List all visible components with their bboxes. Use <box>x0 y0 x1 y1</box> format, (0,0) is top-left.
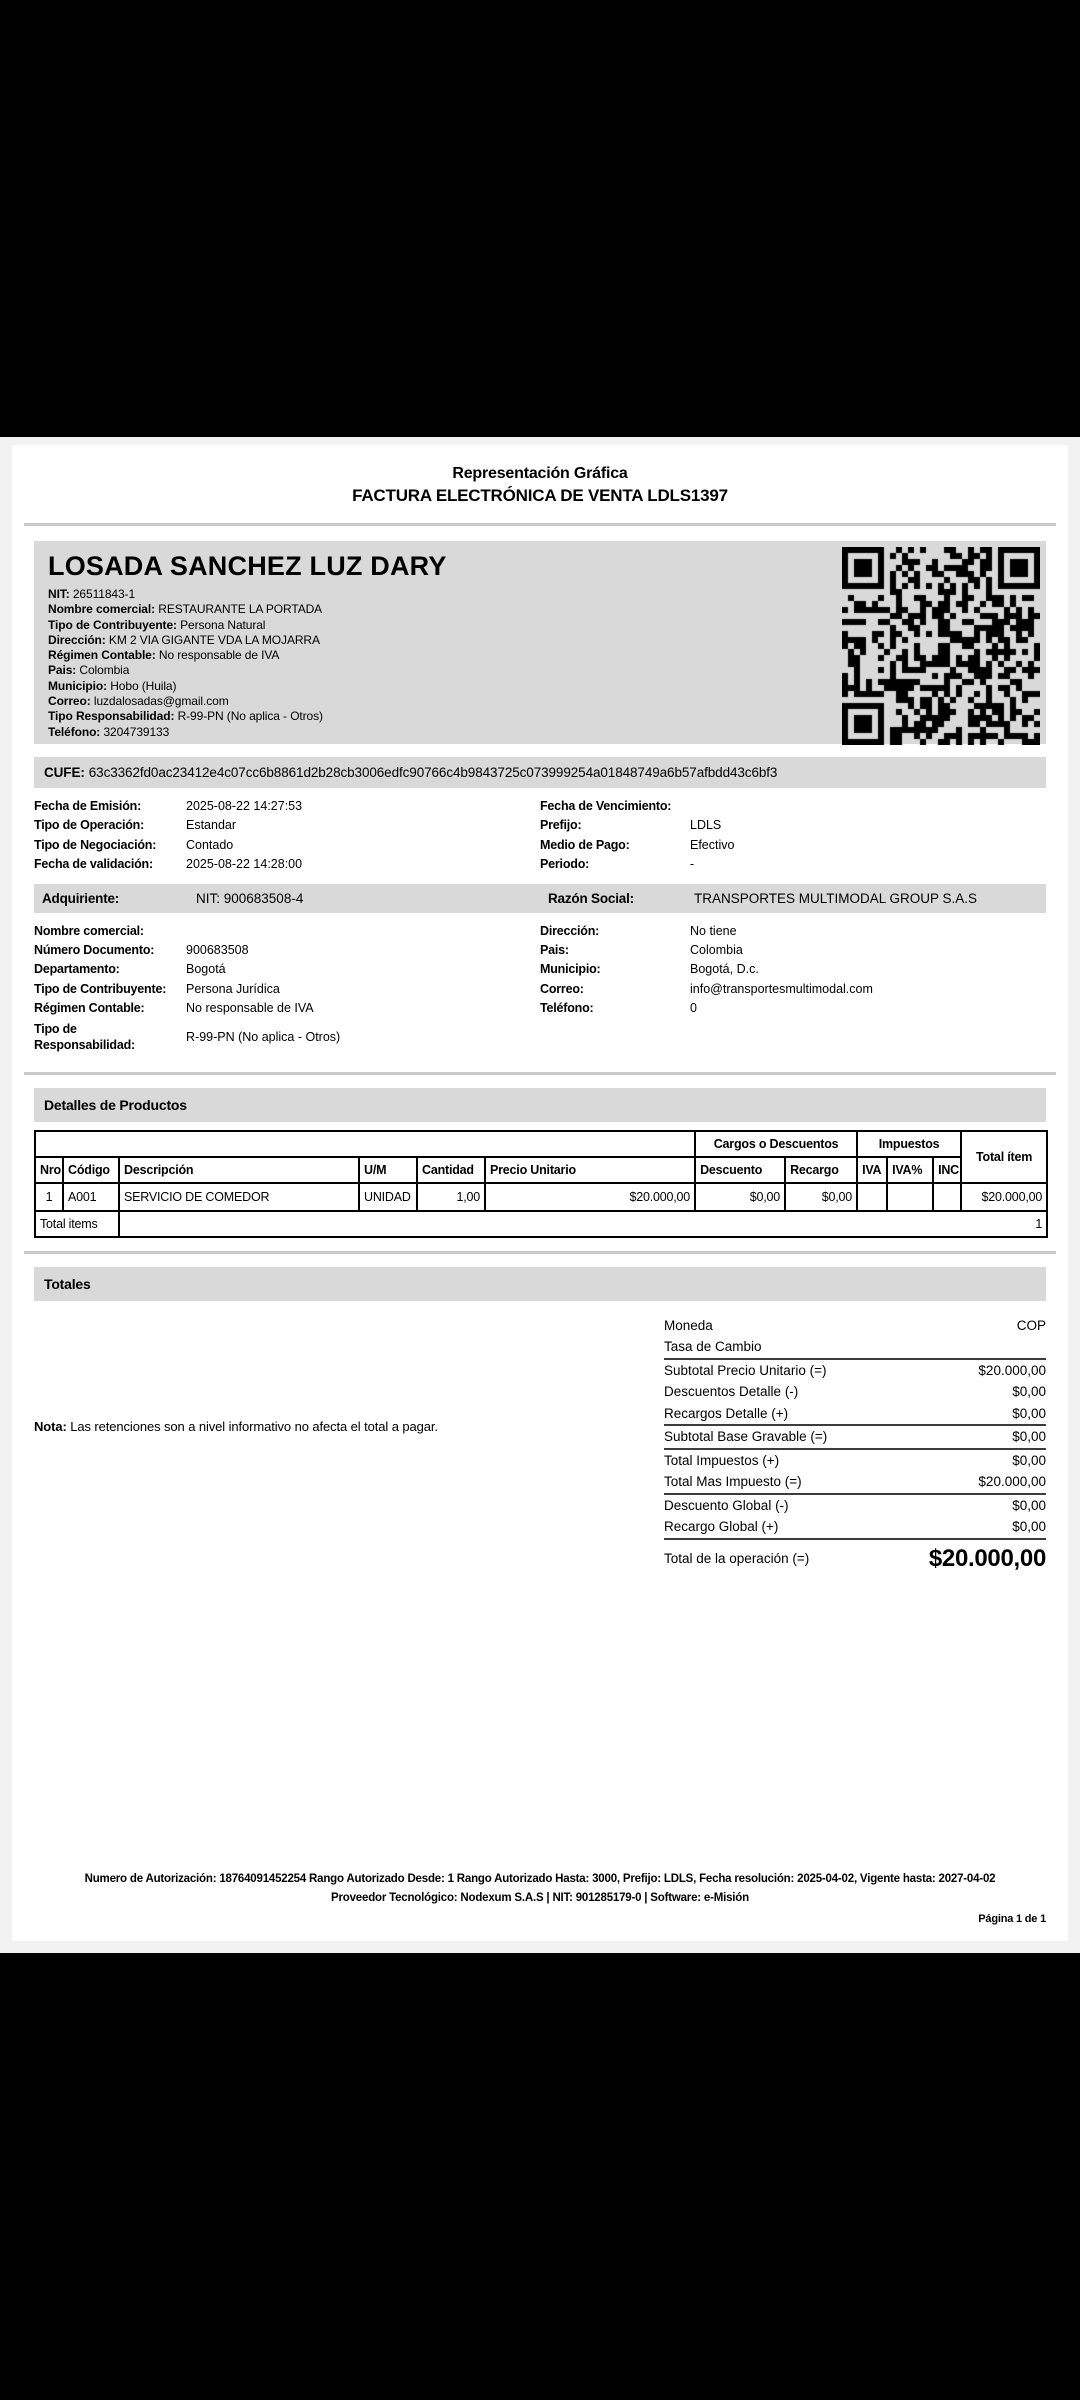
seller-panel <box>34 541 1046 744</box>
seller-field: Dirección: KM 2 VIA GIGANTE VDA LA MOJARRA <box>48 632 320 647</box>
seller-field: Correo: luzdalosadas@gmail.com <box>48 694 229 709</box>
authorization-line: Numero de Autorización: 18764091452254 Rango Autorizado Desde: 1 Rango Autorizado Hasta: 3000, Prefijo: LDLS, Fecha resolución: 2025-04-02, Vigente hasta: 2027-04-02 <box>84 1873 996 1885</box>
acquirer-row: Nombre comercial: Dirección: No tiene <box>34 923 737 938</box>
table-group-header-row <box>35 1131 1047 1157</box>
meta-row: Tipo de Operación: Estandar Prefijo: LDLS <box>34 818 722 833</box>
divider <box>24 523 1056 526</box>
grand-total-value: $20.000,00 <box>928 1544 1046 1572</box>
totals-row: Descuento Global (-) $0,00 <box>664 1497 1046 1513</box>
acquirer-bar: Adquiriente: NIT: 900683508-4 Razón Social: TRANSPORTES MULTIMODAL GROUP S.A.S <box>34 884 1046 913</box>
meta-row: Fecha de validación: 2025-08-22 14:28:00 Periodo: - <box>34 857 695 872</box>
acquirer-details <box>34 922 1046 1058</box>
totals-row: Subtotal Base Gravable (=) $0,00 <box>664 1429 1046 1445</box>
acquirer-row: Régimen Contable: No responsable de IVA Teléfono: 0 <box>34 1001 697 1016</box>
totals-row: Moneda COP <box>664 1317 1046 1333</box>
totals-area <box>34 1301 1046 1574</box>
footer <box>34 1873 1046 1925</box>
products-section-title: Detalles de Productos <box>34 1088 1046 1122</box>
seller-info <box>48 547 447 738</box>
totals-row: Descuentos Detalle (-) $0,00 <box>664 1384 1046 1400</box>
group-header-cargos: Cargos o Descuentos <box>695 1131 857 1157</box>
totals-row: Recargos Detalle (+) $0,00 <box>664 1405 1046 1421</box>
group-header-impuestos: Impuestos <box>857 1131 961 1157</box>
seller-field: NIT: 26511843-1 <box>48 587 136 601</box>
table-header-row: Nro Código Descripción U/M Cantidad Precio Unitario Descuento Recargo IVA IVA% INC <box>35 1157 1047 1183</box>
divider <box>24 1072 1056 1075</box>
totals-row: Recargo Global (+) $0,00 <box>664 1519 1046 1535</box>
table-row: 1 A001 SERVICIO DE COMEDOR UNIDAD 1,00 $20.000,00 $0,00 $0,00 $20.000,00 <box>35 1183 1047 1211</box>
divider <box>24 1251 1056 1254</box>
seller-field: Municipio: Hobo (Huila) <box>48 678 177 693</box>
total-items-label: Total items <box>35 1211 119 1237</box>
seller-name: LOSADA SANCHEZ LUZ DARY <box>48 551 447 581</box>
products-table <box>34 1130 1048 1238</box>
acquirer-row: Número Documento: 900683508 Pais: Colombia <box>34 943 743 958</box>
cufe-bar <box>34 757 1046 788</box>
grand-total-row <box>664 1540 1046 1574</box>
acquirer-row: Departamento: Bogotá Municipio: Bogotá, D.c. <box>34 962 759 977</box>
invoice-page <box>12 445 1068 1941</box>
totals-row: Subtotal Precio Unitario (=) $20.000,00 <box>664 1362 1046 1378</box>
acquirer-row: Tipo de Contribuyente: Persona Jurídica Correo: info@transportesmultimodal.com <box>34 981 873 996</box>
grand-total-label: Total de la operación (=) <box>664 1550 810 1566</box>
title-line1: Representación Gráfica <box>452 465 628 482</box>
letterbox-bottom <box>0 1953 1080 2400</box>
seller-field: Nombre comercial: RESTAURANTE LA PORTADA <box>48 602 323 617</box>
document-viewer <box>0 437 1080 1953</box>
letterbox-top <box>0 0 1080 437</box>
qr-code-icon <box>842 547 1040 745</box>
invoice-meta <box>34 797 1046 875</box>
note-label: Nota: <box>34 1418 67 1434</box>
seller-field: Tipo Responsabilidad: R-99-PN (No aplica - Otros) <box>48 709 323 724</box>
totals-column <box>664 1315 1046 1574</box>
meta-row: Fecha de Emisión: 2025-08-22 14:27:53 Fecha de Vencimiento: <box>34 799 672 813</box>
seller-field: Teléfono: 3204739133 <box>48 724 170 739</box>
totals-row: Tasa de Cambio <box>664 1339 762 1355</box>
seller-field: Régimen Contable: No responsable de IVA <box>48 648 280 663</box>
total-items-value: 1 <box>119 1211 1047 1237</box>
cufe-label: CUFE: <box>44 765 85 780</box>
table-total-items-row <box>35 1211 1047 1237</box>
seller-field: Pais: Colombia <box>48 663 130 678</box>
note <box>34 1419 594 1434</box>
totals-row: Total Mas Impuesto (=) $20.000,00 <box>664 1474 1046 1490</box>
cufe-value: 63c3362fd0ac23412e4c07cc6b8861d2b28cb3006edfc90766c4b9843725c073999254a01848749a6b57afbdd43c6bf3 <box>88 765 778 780</box>
note-text: Las retenciones son a nivel informativo no afecta el total a pagar. <box>70 1418 438 1434</box>
seller-field: Tipo de Contribuyente: Persona Natural <box>48 617 266 632</box>
acquirer-row: Tipo de Responsabilidad: R-99-PN (No aplica - Otros) <box>34 1021 341 1052</box>
group-header-total-item: Total ítem <box>961 1131 1047 1183</box>
provider-line: Proveedor Tecnológico: Nodexum S.A.S | NIT: 901285179-0 | Software: e-Misión <box>331 1892 749 1904</box>
page-number: Página 1 de 1 <box>978 1913 1046 1925</box>
totals-row: Total Impuestos (+) $0,00 <box>664 1452 1046 1468</box>
meta-row: Tipo de Negociación: Contado Medio de Pago: Efectivo <box>34 837 735 852</box>
totals-section-title: Totales <box>34 1267 1046 1301</box>
invoice-title <box>34 445 1046 506</box>
title-line2: FACTURA ELECTRÓNICA DE VENTA LDLS1397 <box>352 486 728 505</box>
